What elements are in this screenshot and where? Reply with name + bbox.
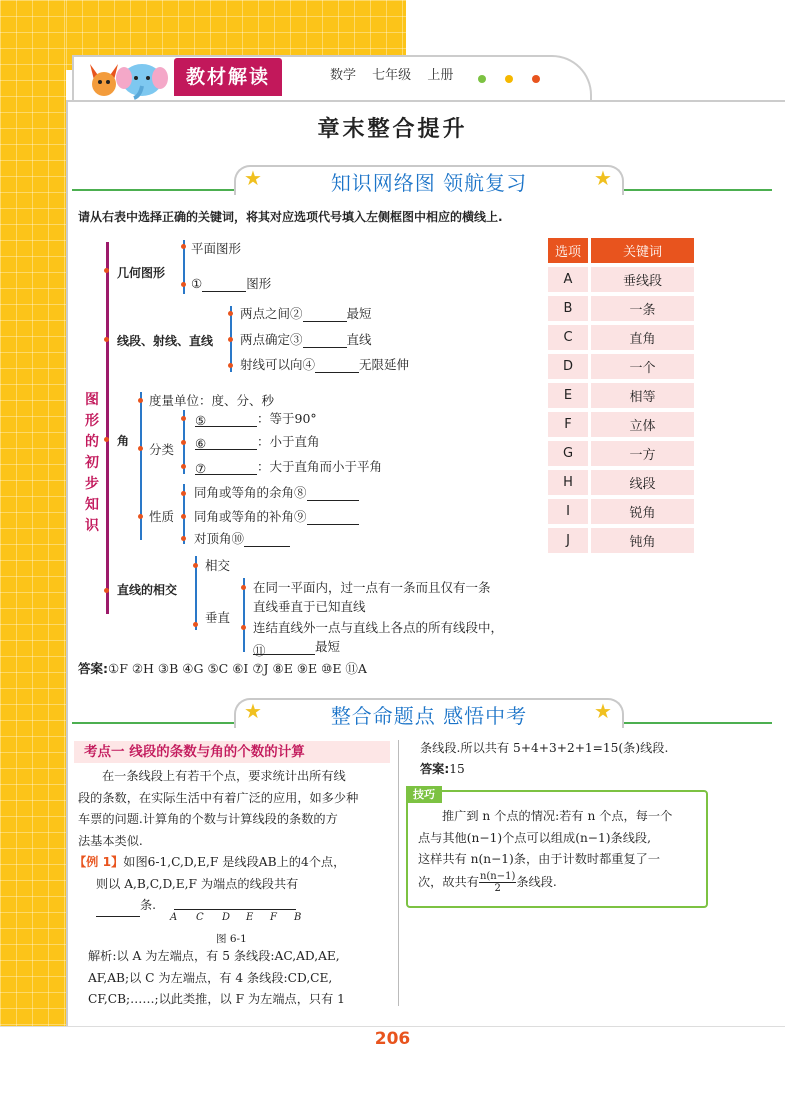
point-label: C [196,912,204,923]
answer-line: 答案:①F ②H ③B ④G ⑤C ⑥I ⑦J ⑧E ⑨E ⑩E ⑪A [78,661,367,676]
section-badge: 教材解读 [174,58,282,96]
solution-text: 解析:以 A 为左端点，有 5 条线段:AC,AD,AE, AF,AB;以 C 为左端点，有 4 条线段:CD,CE, CF,CB;……;以此类推，以 F 为左端点，只有 1 [88,949,345,1006]
branch-intersect: 直线的相交 [117,583,178,597]
star-icon: ★ [244,166,262,190]
example-answer: 答案:15 [420,762,465,776]
volume-label: 上册 [427,68,454,83]
page-number: 206 [374,1029,411,1049]
figure-caption: 图 6-1 [216,933,247,945]
point-label: F [270,912,277,923]
table-row: G 一方 [548,441,694,466]
grade-label: 七年级 [372,68,412,83]
mindmap-main-branch [106,242,109,614]
example-blank [96,903,140,917]
book-info [330,64,465,83]
subject-label: 数学 [330,68,357,83]
table-row: A 垂线段 [548,267,694,292]
footer-line [0,1026,785,1027]
mascot-icon [84,56,170,100]
table-row: C 直角 [548,325,694,350]
solution-continued: 条线段.所以共有 5+4+3+2+1=15(条)线段. [420,741,669,755]
tip-text: 推广到 n 个点的情况:若有 n 个点，每一个 点与其他(n−1)个点可以组成(n−1)条线段, 这样共有 n(n−1)条，由于计数时都重复了一 次，故共有 $\frac{n(n-1)}{2}$ 条线段. [418,809,673,894]
branch-angle: 角 [117,434,130,448]
header-divider [66,100,785,102]
table-row: B 一条 [548,296,694,321]
mindmap-root: 图 形 的 初 步 知 识 [85,392,99,534]
keyword-table [548,234,694,557]
blank-4 [315,359,359,373]
page-title: 章末整合提升 [317,117,468,142]
tip-tag: 技巧 [406,786,442,803]
table-row: I 锐角 [548,499,694,524]
point-label: E [246,912,254,923]
table-header: 选项 关键词 [548,238,694,263]
table-row: D 一个 [548,354,694,379]
star-icon: ★ [244,699,262,723]
blank-1 [202,278,246,292]
blank-2 [303,308,347,322]
section-banner-2 [72,698,772,730]
left-grid-strip [0,0,66,1026]
section-banner-1 [72,165,772,197]
instruction-text: 请从右表中选择正确的关键词，将其对应选项代号填入左侧框图中相应的横线上. [78,210,503,224]
fraction: $\frac{n(n-1)}{2}$ [479,870,516,894]
green-dot-icon [478,75,486,83]
table-row: E 相等 [548,383,694,408]
key-point-title: 考点一 线段的条数与角的个数的计算 [74,741,390,763]
header-dots [478,68,554,87]
point-label: B [294,912,302,923]
point-label: D [222,912,231,923]
branch-lines: 线段、射线、直线 [117,334,214,348]
branch-geometry: 几何图形 [117,266,166,280]
orange-dot-icon [532,75,540,83]
blank-3 [303,334,347,348]
table-row: J 钝角 [548,528,694,553]
section-title: 知识网络图 领航复习 [330,171,528,195]
column-divider [398,740,399,1006]
point-label: A [170,912,178,923]
example-1: 【例 1】如图6-1,C,D,E,F 是线段AB上的4个点， 则以 A,B,C,D,E,F 为端点的线段共有 条. [74,852,394,917]
table-row: F 立体 [548,412,694,437]
table-row: H 线段 [548,470,694,495]
section-title: 整合命题点 感悟中考 [330,704,528,728]
key-point-paragraph: 在一条线段上有若干个点，要求统计出所有线 段的条数，在实际生活中有着广泛的应用，如多少种 车票的问题.计算角的个数与计算线段的条数的方 法基本类似. [78,769,359,848]
star-icon: ★ [594,699,612,723]
figure-6-1-segment [168,906,302,923]
star-icon: ★ [594,166,612,190]
yellow-dot-icon [505,75,513,83]
page-left-border [66,100,68,1026]
